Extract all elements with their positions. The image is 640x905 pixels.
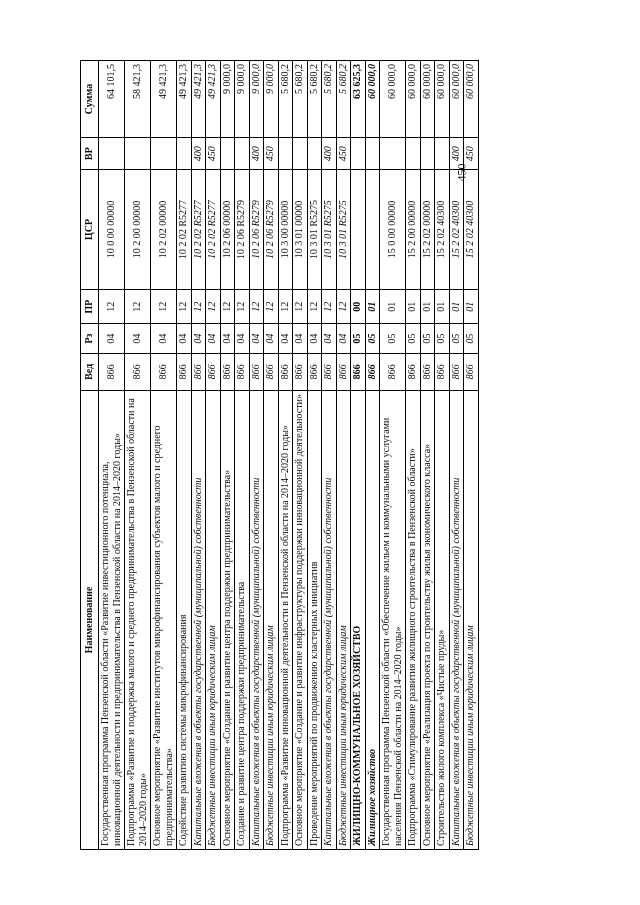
cell-vr <box>293 138 308 170</box>
cell-rz: 04 <box>293 324 308 353</box>
cell-rz: 05 <box>435 324 450 353</box>
cell-ved: 866 <box>264 353 279 390</box>
cell-rz: 04 <box>264 324 279 353</box>
cell-rz: 04 <box>220 324 235 353</box>
cell-csr: 10 2 02 R5277 <box>191 170 206 290</box>
table-row <box>351 61 366 850</box>
cell-pr: 12 <box>336 289 351 324</box>
cell-csr <box>365 170 380 290</box>
cell-sum: 60 000,0 <box>406 61 421 138</box>
cell-vr: 400 <box>322 138 337 170</box>
cell-csr: 10 2 06 R5279 <box>264 170 279 290</box>
cell-name: Бюджетные инвестиции иным юридическим лицам <box>464 390 479 849</box>
header-name: Наименование <box>81 390 99 849</box>
cell-name: Капитальные вложения в объекты государственной (муниципальной) собственности <box>449 390 464 849</box>
cell-vr: 450 <box>206 138 221 170</box>
cell-sum: 5 680,2 <box>293 61 308 138</box>
cell-csr: 10 0 00 00000 <box>99 170 125 290</box>
cell-csr: 15 2 02 40300 <box>435 170 450 290</box>
cell-ved: 866 <box>435 353 450 390</box>
cell-vr: 400 <box>249 138 264 170</box>
cell-pr: 00 <box>351 289 366 324</box>
cell-pr: 01 <box>420 289 435 324</box>
cell-pr: 01 <box>365 289 380 324</box>
cell-name: Капитальные вложения в объекты государственной (муниципальной) собственности <box>322 390 337 849</box>
cell-rz: 05 <box>449 324 464 353</box>
page-number: 450 <box>454 163 469 182</box>
table-row <box>365 61 380 850</box>
cell-csr: 10 2 06 R5279 <box>235 170 250 290</box>
cell-ved: 866 <box>307 353 322 390</box>
header-csr: ЦСР <box>81 170 99 290</box>
cell-rz: 04 <box>177 324 192 353</box>
cell-name: Содействие развитию системы микрофинансирования <box>177 390 192 849</box>
cell-csr: 15 0 00 00000 <box>380 170 406 290</box>
cell-name: Бюджетные инвестиции иным юридическим лицам <box>336 390 351 849</box>
table-header-row <box>81 61 99 850</box>
table-row <box>322 61 337 850</box>
cell-vr: 450 <box>336 138 351 170</box>
cell-name: Основное мероприятие «Реализация проекта по строительству жилья экономического класса» <box>420 390 435 849</box>
cell-ved: 866 <box>278 353 293 390</box>
cell-vr <box>235 138 250 170</box>
cell-ved: 866 <box>420 353 435 390</box>
cell-csr: 10 3 00 00000 <box>278 170 293 290</box>
cell-rz: 04 <box>278 324 293 353</box>
cell-name: Бюджетные инвестиции иным юридическим лицам <box>206 390 221 849</box>
cell-name: Капитальные вложения в объекты государственной (муниципальной) собственности <box>191 390 206 849</box>
cell-vr <box>307 138 322 170</box>
cell-vr <box>99 138 125 170</box>
table-row <box>307 61 322 850</box>
table-row <box>151 61 177 850</box>
cell-sum: 9 000,0 <box>235 61 250 138</box>
cell-ved: 866 <box>464 353 479 390</box>
cell-csr: 10 3 01 00000 <box>293 170 308 290</box>
cell-rz: 04 <box>206 324 221 353</box>
cell-vr: 400 <box>191 138 206 170</box>
cell-vr <box>151 138 177 170</box>
table-row <box>264 61 279 850</box>
header-ved: Вед <box>81 353 99 390</box>
cell-pr: 12 <box>264 289 279 324</box>
cell-pr: 01 <box>435 289 450 324</box>
cell-ved: 866 <box>365 353 380 390</box>
cell-vr <box>351 138 366 170</box>
cell-vr <box>365 138 380 170</box>
cell-pr: 12 <box>151 289 177 324</box>
cell-vr <box>435 138 450 170</box>
cell-name: Строительство жилого комплекса «Чистые пруды» <box>435 390 450 849</box>
table-row <box>125 61 151 850</box>
cell-ved: 866 <box>177 353 192 390</box>
cell-sum: 60 000,0 <box>420 61 435 138</box>
cell-vr: 400 <box>449 138 464 170</box>
cell-name: Основное мероприятие «Создание и развитие инфраструктуры поддержки инновационной деятельности» <box>293 390 308 849</box>
cell-sum: 49 421,3 <box>206 61 221 138</box>
cell-pr: 12 <box>220 289 235 324</box>
table-row <box>206 61 221 850</box>
cell-csr: 10 2 06 00000 <box>220 170 235 290</box>
cell-rz: 04 <box>307 324 322 353</box>
cell-pr: 12 <box>177 289 192 324</box>
table-row <box>220 61 235 850</box>
table-row <box>293 61 308 850</box>
table-row <box>177 61 192 850</box>
cell-rz: 05 <box>351 324 366 353</box>
cell-pr: 12 <box>235 289 250 324</box>
table-row <box>464 61 479 850</box>
cell-pr: 12 <box>278 289 293 324</box>
cell-name: Бюджетные инвестиции иным юридическим лицам <box>264 390 279 849</box>
cell-pr: 12 <box>293 289 308 324</box>
cell-vr <box>278 138 293 170</box>
cell-ved: 866 <box>191 353 206 390</box>
cell-name: Государственная программа Пензенской области «Развитие инвестиционного потенциала, инновационной деятельности и предпринимательства в Пензенской области на 2014–2020 годы» <box>99 390 125 849</box>
cell-vr <box>177 138 192 170</box>
cell-sum: 63 625,3 <box>351 61 366 138</box>
cell-csr: 10 3 01 R5275 <box>336 170 351 290</box>
cell-ved: 866 <box>125 353 151 390</box>
cell-csr: 10 2 02 00000 <box>151 170 177 290</box>
cell-ved: 866 <box>151 353 177 390</box>
cell-csr: 10 2 02 R5277 <box>177 170 192 290</box>
cell-csr <box>351 170 366 290</box>
cell-pr: 01 <box>380 289 406 324</box>
cell-ved: 866 <box>249 353 264 390</box>
cell-rz: 05 <box>365 324 380 353</box>
cell-rz: 04 <box>235 324 250 353</box>
cell-rz: 04 <box>336 324 351 353</box>
table-row <box>406 61 421 850</box>
cell-csr: 10 3 01 R5275 <box>307 170 322 290</box>
cell-ved: 866 <box>449 353 464 390</box>
cell-name: Основное мероприятие «Развитие институтов микрофинансирования субъектов малого и среднего предпринимательства» <box>151 390 177 849</box>
cell-name: Основное мероприятие «Создание и развитие центра поддержки предпринимательства» <box>220 390 235 849</box>
cell-rz: 04 <box>322 324 337 353</box>
cell-ved: 866 <box>322 353 337 390</box>
cell-pr: 12 <box>322 289 337 324</box>
cell-csr: 10 2 06 R5279 <box>249 170 264 290</box>
cell-sum: 5 680,2 <box>278 61 293 138</box>
table-row <box>235 61 250 850</box>
cell-vr <box>220 138 235 170</box>
table-row <box>380 61 406 850</box>
cell-name: Подпрограмма «Развитие и поддержка малого и среднего предпринимательства в Пензенской области на 2014–2020 годы» <box>125 390 151 849</box>
cell-ved: 866 <box>220 353 235 390</box>
cell-rz: 04 <box>249 324 264 353</box>
cell-sum: 9 000,0 <box>264 61 279 138</box>
table-row <box>420 61 435 850</box>
cell-sum: 60 000,0 <box>464 61 479 138</box>
budget-table <box>80 60 479 850</box>
cell-sum: 49 421,3 <box>151 61 177 138</box>
cell-rz: 05 <box>420 324 435 353</box>
cell-ved: 866 <box>336 353 351 390</box>
cell-rz: 04 <box>125 324 151 353</box>
cell-sum: 49 421,3 <box>191 61 206 138</box>
cell-sum: 58 421,3 <box>125 61 151 138</box>
cell-vr: 450 <box>464 138 479 170</box>
header-pr: ПР <box>81 289 99 324</box>
cell-name: Жилищное хозяйство <box>365 390 380 849</box>
rotated-table-container <box>80 60 560 850</box>
table-row <box>99 61 125 850</box>
cell-ved: 866 <box>99 353 125 390</box>
cell-pr: 01 <box>464 289 479 324</box>
cell-sum: 5 680,2 <box>307 61 322 138</box>
cell-csr: 15 2 02 40300 <box>449 170 464 290</box>
cell-pr: 12 <box>206 289 221 324</box>
table-row <box>249 61 264 850</box>
cell-vr <box>125 138 151 170</box>
cell-name: Подпрограмма «Стимулирование развития жилищного строительства в Пензенской области» <box>406 390 421 849</box>
cell-sum: 60 000,0 <box>435 61 450 138</box>
cell-name: Подпрограмма «Развитие инновационной деятельности в Пензенской области на 2014–2020 годы» <box>278 390 293 849</box>
cell-sum: 5 680,2 <box>336 61 351 138</box>
cell-csr: 15 2 02 40300 <box>464 170 479 290</box>
cell-csr: 15 2 02 00000 <box>420 170 435 290</box>
header-sum: Сумма <box>81 61 99 138</box>
cell-vr <box>420 138 435 170</box>
cell-sum: 60 000,0 <box>380 61 406 138</box>
cell-csr: 10 2 02 R5277 <box>206 170 221 290</box>
cell-pr: 12 <box>191 289 206 324</box>
cell-rz: 05 <box>464 324 479 353</box>
cell-csr: 10 3 01 R5275 <box>322 170 337 290</box>
cell-sum: 60 000,0 <box>365 61 380 138</box>
cell-sum: 60 000,0 <box>449 61 464 138</box>
cell-name: Проведение мероприятий по продвижению кластерных инициатив <box>307 390 322 849</box>
cell-ved: 866 <box>380 353 406 390</box>
header-rz: Рз <box>81 324 99 353</box>
table-body <box>99 61 479 850</box>
cell-rz: 04 <box>191 324 206 353</box>
cell-name: Государственная программа Пензенской области «Обеспечение жильем и коммунальными услугами населения Пензенской области на 2014–2020 годы» <box>380 390 406 849</box>
cell-name: Создание и развитие центра поддержки предпринимательства <box>235 390 250 849</box>
cell-ved: 866 <box>293 353 308 390</box>
cell-pr: 12 <box>125 289 151 324</box>
cell-sum: 5 680,2 <box>322 61 337 138</box>
cell-rz: 04 <box>151 324 177 353</box>
cell-ved: 866 <box>351 353 366 390</box>
cell-pr: 01 <box>406 289 421 324</box>
cell-pr: 12 <box>307 289 322 324</box>
header-vr: ВР <box>81 138 99 170</box>
table-row <box>449 61 464 850</box>
cell-vr <box>406 138 421 170</box>
cell-rz: 05 <box>380 324 406 353</box>
cell-rz: 04 <box>99 324 125 353</box>
cell-rz: 05 <box>406 324 421 353</box>
cell-sum: 9 000,0 <box>249 61 264 138</box>
cell-sum: 64 101,5 <box>99 61 125 138</box>
cell-ved: 866 <box>406 353 421 390</box>
cell-ved: 866 <box>235 353 250 390</box>
cell-name: ЖИЛИЩНО-КОММУНАЛЬНОЕ ХОЗЯЙСТВО <box>351 390 366 849</box>
cell-csr: 10 2 00 00000 <box>125 170 151 290</box>
cell-vr <box>380 138 406 170</box>
cell-csr: 15 2 00 00000 <box>406 170 421 290</box>
cell-ved: 866 <box>206 353 221 390</box>
cell-sum: 9 000,0 <box>220 61 235 138</box>
cell-name: Капитальные вложения в объекты государственной (муниципальной) собственности <box>249 390 264 849</box>
table-row <box>435 61 450 850</box>
table-row <box>336 61 351 850</box>
cell-pr: 01 <box>449 289 464 324</box>
table-row <box>278 61 293 850</box>
cell-pr: 12 <box>99 289 125 324</box>
cell-pr: 12 <box>249 289 264 324</box>
cell-vr: 450 <box>264 138 279 170</box>
table-row <box>191 61 206 850</box>
cell-sum: 49 421,3 <box>177 61 192 138</box>
